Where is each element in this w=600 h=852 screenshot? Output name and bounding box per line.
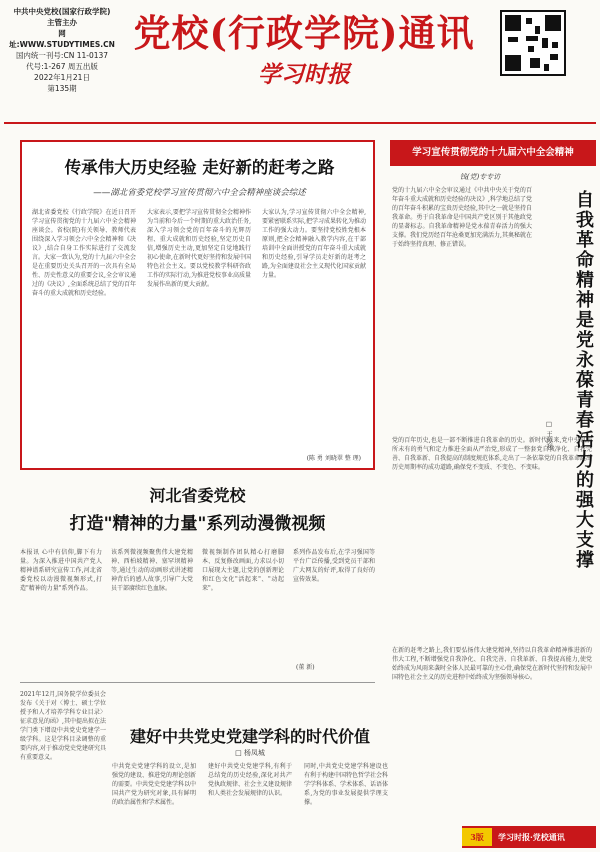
- right-article-column: 在新的赶考之路上,我们要弘扬伟大建党精神,坚持以自我革命精神推进新的伟大工程,不断增强党自我净化、自我完善、自我革新、自我提高能力,使党始终成为风雨来袭时全体人民最可靠的主心骨,确保党在新时代坚持和发展中国特色社会主义的历史进程中始终成为坚强领导核心。: [392, 647, 592, 681]
- lead-article: [20, 140, 375, 470]
- section3-column: 建好中共党史党建学科,有利于总结党的历史经验,深化对共产党执政规律、社会主义建设规律和人类社会发展规律的认识。: [208, 763, 292, 797]
- issue-date: 2022年1月21日: [34, 73, 90, 82]
- right-article-column: 党的十九届六中全会审议通过《中共中央关于党的百年奋斗重大成就和历史经验的决议》,科学地总结了党的百年奋斗积累的宝贵历史经验,其中之一就是坚持自我革命。勇于自我革命是中国共产党区别于其他政党的显著标志。自我革命精神是党永葆青春活力的强大支撑。我们党历经百年沧桑更加充满活力,其奥秘就在于始终坚持真理、修正错误。: [392, 187, 532, 248]
- right-article-column: 党的百年历史,也是一部不断推进自我革命的历史。新时代以来,党中央以前所未有的勇气和定力推进全面从严治党,形成了一整套党自我净化、自我完善、自我革新、自我提高的制度规范体系,走出了一条依靠党的自我革命跳出历史周期率的成功道路,确保党不变质、不变色、不变味。: [392, 437, 592, 471]
- column-tag: 钱(党)专专访: [459, 173, 501, 181]
- page-number: 3版: [462, 828, 492, 846]
- issn-line: 国内统一刊号:CN 11-0137: [15, 51, 109, 60]
- lead-column: 大家认为,学习宣传贯彻六中全会精神,要紧密联系实际,把学习成果转化为推动工作的强大动力。要坚持党校姓党根本原则,把全会精神融入教学内容,在干部培训中全面讲授党的百年奋斗重大成就和历史经验,引导学员走好新的赶考之路,为全面建设社会主义现代化国家贡献力量。: [262, 209, 366, 279]
- newspaper-logo-text: 学习时报: [258, 61, 350, 88]
- lead-headline[interactable]: 传承伟大历史经验 走好新的赶考之路: [64, 158, 335, 177]
- section3-body: [112, 762, 388, 848]
- masthead: [0, 0, 600, 124]
- sponsor-role: 主管主办: [47, 18, 77, 27]
- footer-text: 学习时报·党校通讯: [498, 832, 565, 842]
- right-article-headline[interactable]: 自我革命精神是党永葆青春活力的强大支撑: [573, 190, 594, 570]
- section2-column: 本报讯 心中有信仰,脚下有力量。为深入推进中国共产党人精神谱系研究宣传工作,河北省委党校以动漫微视频形式,打造"精神的力量"系列作品。: [20, 549, 102, 592]
- section3-column: 中共党史党建学科的设立,是加强党的建设、推进党的理论创新的需要。中共党史党建学科以中国共产党为研究对象,具有鲜明的政治属性和学术属性。: [112, 763, 196, 806]
- section2-column: 微视频制作团队精心打磨脚本、反复修改画面,力求以小切口展现大主题,让党的创新理论和红色文化"活起来"、"动起来"。: [202, 549, 284, 592]
- lead-column: 大家表示,要把学习宣传贯彻全会精神作为当前和今后一个时期的重大政治任务,深入学习领会党的百年奋斗的光辉历程、重大成就和历史经验,坚定历史自信,增强历史主动,更加坚定自觉地践行初心使命,在新时代更好坚持和发展中国特色社会主义。要以党校教学科研咨政工作的实际行动,为推进党校事业高质量发展作出新的更大贡献。: [147, 209, 251, 288]
- publication-info: [6, 6, 118, 94]
- newspaper-title: 党校(行政学院)通讯: [133, 11, 475, 55]
- section2-column: 系列作品发布后,在学习强国等平台广泛传播,受到党员干部和广大网友的好评,取得了良好的宣传效果。: [293, 549, 375, 583]
- issue-number: 第135期: [47, 84, 77, 93]
- masthead-divider: [4, 122, 596, 124]
- lead-subheadline: ——湖北省委党校学习宣传贯彻六中全会精神座谈会综述: [93, 188, 306, 198]
- section3-column: 同时,中共党史党建学科建设也有利于构建中国特色哲学社会科学学科体系、学术体系、话语体系,为党的事业发展提供学理支撑。: [304, 763, 388, 806]
- website-url[interactable]: 网址:WWW.STUDYTIMES.CN: [9, 29, 115, 49]
- section2-byline: (董 新): [296, 664, 315, 671]
- section2-headline-line1[interactable]: 河北省委党校: [149, 486, 246, 505]
- postal-code-line: 代号:1-267 周五出版: [26, 62, 98, 71]
- right-article-author: □ 王传利: [545, 420, 553, 450]
- section3-author: □ 杨凤城: [235, 749, 265, 757]
- bottom-left-article: 2021年12月,国务院学位委员会发布《关于对〈博士、硕士学位授予和人才培养学科专业目录〉征求意见的函》,其中提出拟在法学门类下增设中共党史党建学一级学科。这是学科目录调整的重要内容,对于推动党史党建研究具有重要意义。: [20, 691, 106, 761]
- lead-column: 湖北省委党校《行政学院》在近日召开学习宣传贯彻党的十九届六中全会精神座谈会。省校(院)有关领导、教师代表围绕深入学习领会六中全会精神和《决议》,结合自身工作实际进行了交流发言。大家一致认为,党的十九届六中全会是在重要历史关头召开的一次具有全局性、历史性意义的重要会议,全会审议通过的《决议》,全面系统总结了党的百年奋斗的重大成就和历史经验。: [32, 209, 136, 297]
- section2-body: [20, 548, 375, 676]
- section-divider: [20, 682, 375, 683]
- section2-headline-line2[interactable]: 打造"精神的力量"系列动漫微视频: [69, 514, 326, 534]
- lead-body: [32, 208, 367, 466]
- qr-code-icon[interactable]: [500, 10, 566, 76]
- special-topic-banner: 学习宣传贯彻党的十九届六中全会精神: [390, 140, 596, 166]
- section3-headline[interactable]: 建好中共党史党建学科的时代价值: [129, 727, 370, 746]
- sponsor-line: 中共中央党校(国家行政学院): [13, 7, 111, 16]
- section2-column: 该系列微视频聚焦伟大建党精神、西柏坡精神、塞罕坝精神等,通过生动的动画形式讲述精神背后的感人故事,引导广大党员干部赓续红色血脉。: [111, 549, 193, 592]
- lead-byline: (陈 勇 刘晓翠 整 理): [303, 453, 361, 462]
